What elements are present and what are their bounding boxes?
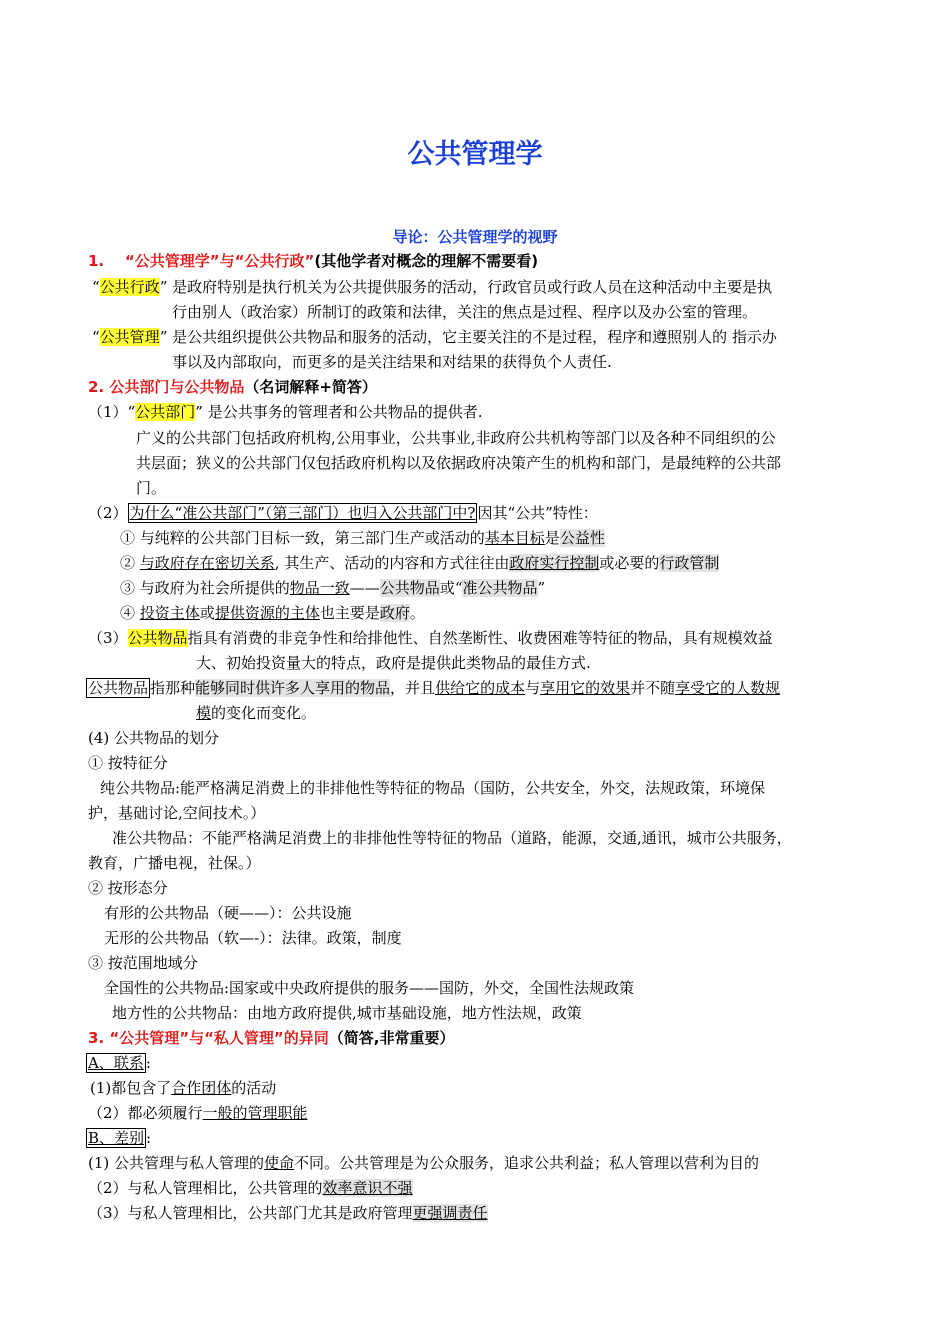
text: 或“: [439, 579, 463, 597]
section-2-heading: [88, 377, 377, 397]
boxed-heading: B、差别: [88, 1129, 145, 1147]
classification-by-region: ③ 按范围地域分: [88, 954, 198, 972]
item-1-public-sector: [88, 402, 482, 422]
item-text: 指具有消费的非竞争性和给排他性、自然垄断性、收费困难等特征的物品，具有规模效益: [187, 629, 773, 647]
text: 的活动: [231, 1079, 277, 1097]
definition-continuation: 行由别人（政治家）所制订的政策和法律，关注的焦点是过程、程序以及办公室的管理。: [172, 303, 758, 321]
text: ——: [349, 579, 380, 597]
text: 也主要是: [319, 604, 380, 622]
key-phrase: 政府实行控制: [509, 554, 600, 572]
quote-close: ”: [195, 403, 203, 421]
reason-1: [120, 528, 605, 548]
public-goods-definition: [86, 678, 780, 698]
section-3-note: （简答,非常重要）: [328, 1029, 455, 1047]
intangible-public-goods: 无形的公共物品（软—-）：法律。政策，制度: [104, 929, 402, 947]
similarity-1: [90, 1078, 276, 1098]
term-public-goods: 公共物品: [127, 629, 188, 647]
text: （3）与私人管理相比，公共部门尤其是政府管理: [88, 1204, 413, 1222]
definition-public-management: [92, 327, 777, 347]
section-3-title: 3. “公共管理”与“私人管理”的异同: [88, 1029, 329, 1047]
text: 与: [525, 679, 541, 697]
definition-public-administration: [92, 277, 772, 297]
item-2-quasi-public-sector: [88, 503, 598, 523]
reason-2: [120, 553, 719, 573]
classification-by-form: ② 按形态分: [88, 879, 168, 897]
section-3-heading: [88, 1028, 455, 1048]
term-public-sector: 公共部门: [135, 403, 196, 421]
paragraph-line: 教育，广播电视，社保。）: [88, 854, 261, 872]
section-1-note: (其他学者对概念的理解不需要看): [314, 252, 539, 270]
key-phrase: 准公共物品: [462, 579, 538, 597]
section-1-number: 1.: [88, 252, 105, 270]
paragraph-line: [196, 703, 316, 723]
text: ④: [120, 604, 140, 622]
text: 的变化而变化。: [211, 704, 317, 722]
key-phrase: 提供资源的主体: [214, 604, 320, 622]
key-phrase: 模: [196, 704, 212, 722]
item-text: 是公共事务的管理者和公共物品的提供者.: [207, 403, 483, 421]
text: (1)都包含了: [90, 1079, 172, 1097]
item-3-public-goods: [88, 628, 773, 648]
text: 或必要的: [599, 554, 660, 572]
key-phrase: 基本目标: [484, 529, 545, 547]
boxed-question: 为什么“准公共部门”（第三部门）也归入公共部门中?: [129, 504, 476, 522]
differences-heading: [86, 1128, 151, 1148]
paragraph-line: 广义的公共部门包括政府机构,公用事业，公共事业,非政府公共机构等部门以及各种不同组织的公: [136, 429, 776, 447]
text: ① 与纯粹的公共部门目标一致，第三部门生产或活动的: [120, 529, 485, 547]
text: ③ 与政府为社会所提供的: [120, 579, 290, 597]
key-phrase: 物品一致: [289, 579, 350, 597]
page-title: 公共管理学: [407, 139, 543, 170]
text: ”: [537, 579, 546, 597]
text: 是: [544, 529, 560, 547]
key-phrase: 更强调责任: [412, 1204, 488, 1222]
key-phrase: 使命: [264, 1154, 295, 1172]
key-phrase: 一般的管理职能: [202, 1104, 308, 1122]
item-text: 因其“公共”特性：: [477, 504, 598, 522]
key-phrase: 与政府存在密切关系: [139, 554, 275, 572]
item-4-classification: (4) 公共物品的划分: [88, 729, 220, 747]
difference-3: [88, 1203, 488, 1223]
tangible-public-goods: 有形的公共物品（硬——）：公共设施: [104, 904, 352, 922]
paragraph-line: 大、初始投资量大的特点，政府是提供此类物品的最佳方式.: [196, 654, 591, 672]
term-public-management: 公共管理: [99, 328, 160, 346]
text: 不同。公共管理是为公众服务，追求公共利益；私人管理以营利为目的: [294, 1154, 760, 1172]
section-1-title: “公共管理学”与“公共行政”: [124, 252, 315, 270]
key-phrase: 政府: [379, 604, 410, 622]
reason-4: [120, 603, 425, 623]
definition-text: 是政府特别是执行机关为公共提供服务的活动，行政官员或行政人员在这种活动中主要是执: [172, 278, 773, 296]
boxed-term: 公共物品: [88, 679, 149, 697]
key-phrase: 能够同时供许多人享用的物品: [195, 679, 391, 697]
term-public-administration: 公共行政: [99, 278, 160, 296]
text: :: [146, 1129, 152, 1147]
pure-public-goods: 纯公共物品:能严格满足消费上的非排他性等特征的物品（国防，公共安全，外交，法规政策，环境保: [100, 779, 766, 797]
section-2-note: （名词解释+简答）: [244, 378, 377, 396]
definition-continuation: 事以及内部取向，而更多的是关注结果和对结果的获得负个人责任.: [172, 353, 612, 371]
item-number: （1）: [88, 403, 128, 421]
paragraph-line: 共层面；狭义的公共部门仅包括政府机构以及依据政府决策产生的机构和部门，是最纯粹的公共部: [136, 454, 782, 472]
text: (1) 公共管理与私人管理的: [88, 1154, 265, 1172]
key-phrase: 合作团体: [171, 1079, 232, 1097]
boxed-heading: A、联系: [88, 1054, 144, 1072]
key-phrase: 行政管制: [659, 554, 720, 572]
quasi-public-goods: 准公共物品：不能严格满足消费上的非排他性等特征的物品（道路，能源，交通,通讯，城市公共服务，: [112, 829, 792, 847]
text: （2）与私人管理相比，公共管理的: [88, 1179, 323, 1197]
quote-close: ”: [159, 278, 168, 296]
similarities-heading: [86, 1053, 151, 1073]
item-number: （2）: [88, 504, 128, 522]
text: 或: [199, 604, 215, 622]
text: ②: [120, 554, 140, 572]
key-phrase: 供给它的成本: [435, 679, 526, 697]
national-public-goods: 全国性的公共物品:国家或中央政府提供的服务——国防，外交，全国性法规政策: [104, 979, 635, 997]
section-subtitle: 导论：公共管理学的视野: [392, 228, 558, 246]
similarity-2: [88, 1103, 308, 1123]
local-public-goods: 地方性的公共物品：由地方政府提供,城市基础设施，地方性法规，政策: [112, 1004, 582, 1022]
difference-2: [88, 1178, 413, 1198]
text: 并不随: [630, 679, 676, 697]
quote-open: “: [92, 278, 100, 296]
key-phrase: 享受它的人数规: [675, 679, 781, 697]
text: （2）都必须履行: [88, 1104, 203, 1122]
difference-1: [88, 1153, 759, 1173]
key-phrase: 享用它的效果: [540, 679, 631, 697]
definition-text: 是公共组织提供公共物品和服务的活动，它主要关注的不是过程，程序和遵照别人的 指示办: [172, 328, 777, 346]
quote-close: ”: [159, 328, 168, 346]
text: 指那种: [150, 679, 196, 697]
quote-open: “: [127, 403, 136, 421]
classification-by-feature: ① 按特征分: [88, 754, 168, 772]
section-2-title: 2. 公共部门与公共物品: [88, 378, 245, 396]
quote-open: “: [92, 328, 100, 346]
section-1-heading: [88, 251, 538, 271]
key-phrase: 公共物品: [379, 579, 440, 597]
paragraph-line: 门。: [136, 479, 167, 497]
key-phrase: 效率意识不强: [322, 1179, 413, 1197]
key-phrase: 公益性: [559, 529, 605, 547]
paragraph-line: 护，基础讨论,空间技术。）: [88, 804, 266, 822]
text: :: [145, 1054, 151, 1072]
item-number: （3）: [88, 629, 128, 647]
key-phrase: 投资主体: [139, 604, 200, 622]
text: ，并且: [390, 679, 436, 697]
text: , 其生产、活动的内容和方式往往由: [274, 554, 510, 572]
reason-3: [120, 578, 545, 598]
text: 。: [409, 604, 425, 622]
